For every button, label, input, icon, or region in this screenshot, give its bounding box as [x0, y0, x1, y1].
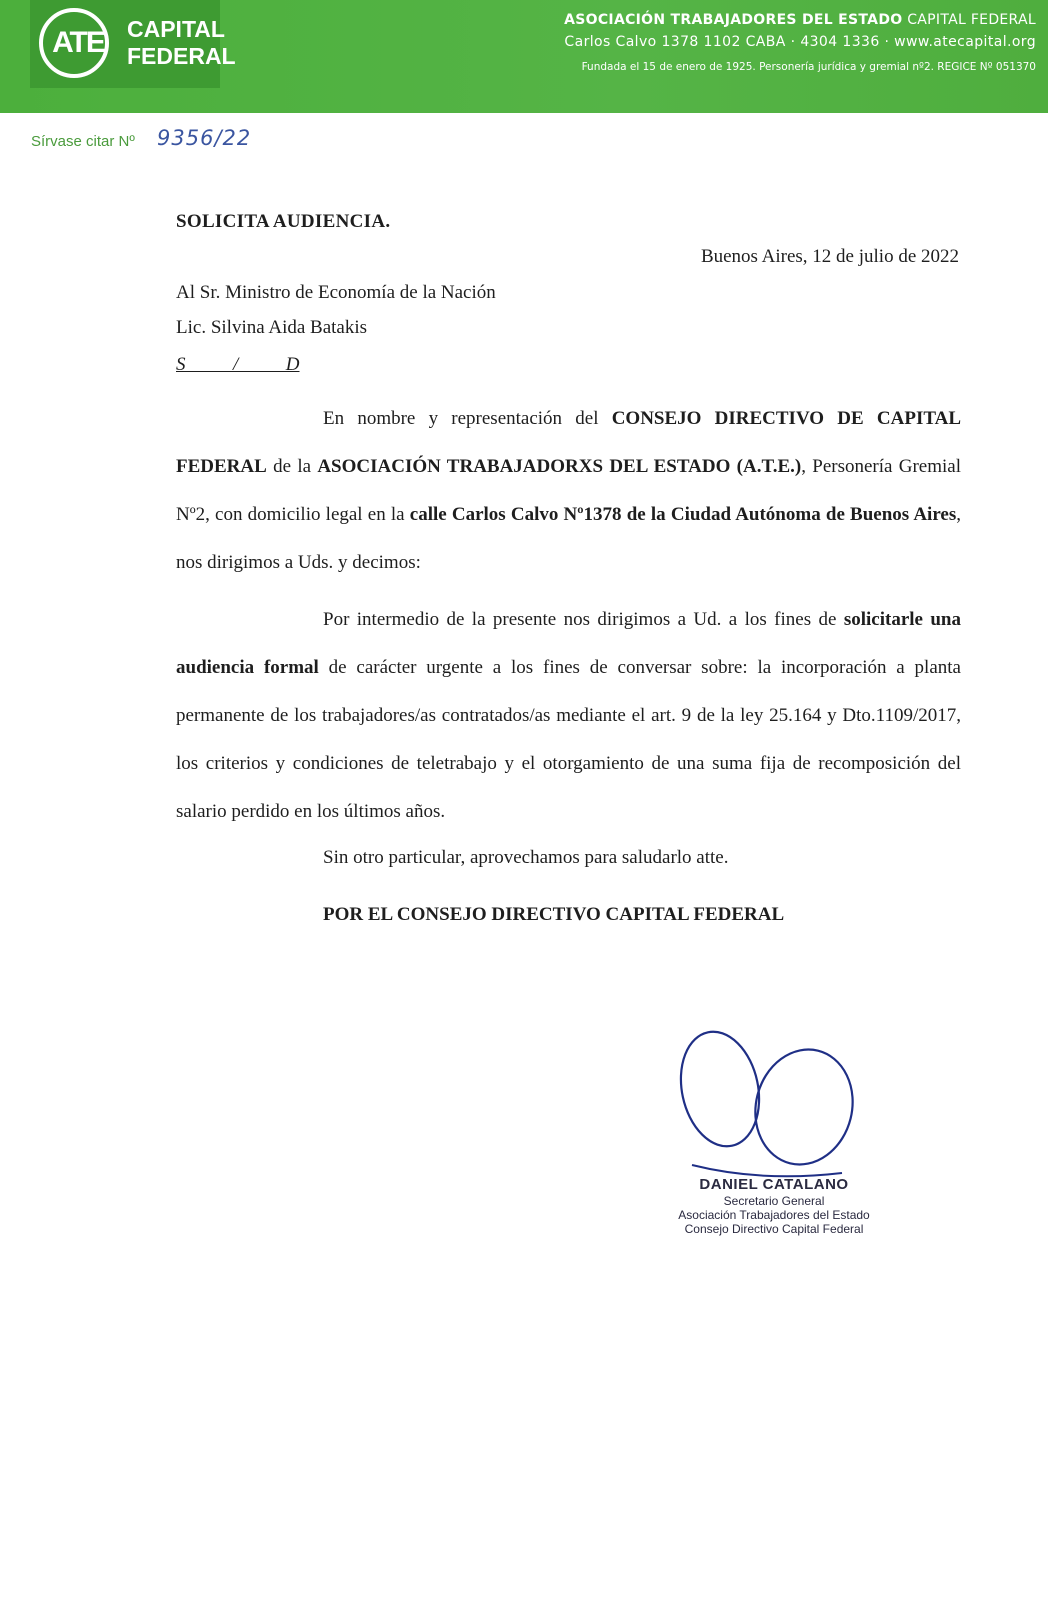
- stamp-council: Consejo Directivo Capital Federal: [684, 1222, 864, 1236]
- citation-number: 9356/22: [157, 126, 252, 150]
- org-details: [564, 10, 1036, 77]
- org-founded: Fundada el 15 de enero de 1925. Personería jurídica y gremial nº2. REGICE Nº 051370: [581, 61, 1036, 73]
- p1-text-3: , Personería Gremial Nº2, con domicilio legal en la: [176, 456, 961, 525]
- handwritten-signature: [672, 1025, 872, 1195]
- ate-logo: [30, 0, 236, 88]
- p1-bold-2: ASOCIACIÓN TRABAJADORXS DEL ESTADO (A.T.E.): [317, 456, 802, 477]
- letter-date: Buenos Aires, 12 de julio de 2022: [700, 246, 959, 267]
- signature-stamp: [660, 1176, 888, 1236]
- closing-line: Sin otro particular, aprovechamos para saludarlo atte.: [323, 847, 729, 868]
- logo-circle: [39, 8, 109, 78]
- org-name-bold: ASOCIACIÓN TRABAJADORES DEL ESTADO: [564, 12, 903, 28]
- p2-text-1: Por intermedio de la presente nos dirigimos a Ud. a los fines de: [323, 609, 844, 630]
- sd-line: S / D: [176, 354, 300, 375]
- org-address: Carlos Calvo 1378 1102 CABA · 4304 1336 · www.atecapital.org: [564, 34, 1036, 50]
- p2-text-2: de carácter urgente a los fines de conversar sobre: la incorporación a planta permanente de los trabajadores/as contratados/as mediante el art. 9 de la ley 25.164 y Dto.1109/2017, los criterios y condiciones de teletrabajo y el otorgamiento de una suma fija de recomposición del salario perdido en los últimos años.: [176, 657, 961, 822]
- logo-line1: CAPITAL: [127, 16, 225, 42]
- org-name: [564, 10, 1036, 30]
- p1-bold-3: calle Carlos Calvo Nº1378 de la Ciudad Autónoma de Buenos Aires: [409, 504, 957, 525]
- citation-label: Sírvase citar Nº: [31, 133, 135, 150]
- p1-text-4: , nos dirigimos a Uds. y decimos:: [176, 504, 961, 573]
- p1-bold-1: CONSEJO DIRECTIVO DE CAPITAL FEDERAL: [176, 408, 961, 477]
- letter-title: SOLICITA AUDIENCIA.: [176, 211, 391, 232]
- logo-text: [127, 16, 236, 70]
- recipient-line2: Lic. Silvina Aida Batakis: [176, 317, 368, 338]
- signoff-line: POR EL CONSEJO DIRECTIVO CAPITAL FEDERAL: [323, 904, 785, 925]
- recipient-line1: Al Sr. Ministro de Economía de la Nación: [176, 282, 496, 303]
- letterhead: [0, 0, 1048, 113]
- paragraph-1: [176, 395, 961, 587]
- stamp-role: Secretario General: [723, 1194, 825, 1208]
- p2-bold-1: solicitarle una audiencia formal: [176, 609, 961, 678]
- p1-text-1: En nombre y representación del: [323, 408, 612, 429]
- stamp-org: Asociación Trabajadores del Estado: [678, 1208, 870, 1222]
- logo-line2: FEDERAL: [127, 43, 236, 69]
- stamp-name: DANIEL CATALANO: [699, 1176, 849, 1193]
- logo-letters: ATE: [52, 26, 104, 59]
- paragraph-2: [176, 596, 961, 836]
- org-name-rest: CAPITAL FEDERAL: [907, 12, 1036, 28]
- p1-text-2: de la: [266, 456, 318, 477]
